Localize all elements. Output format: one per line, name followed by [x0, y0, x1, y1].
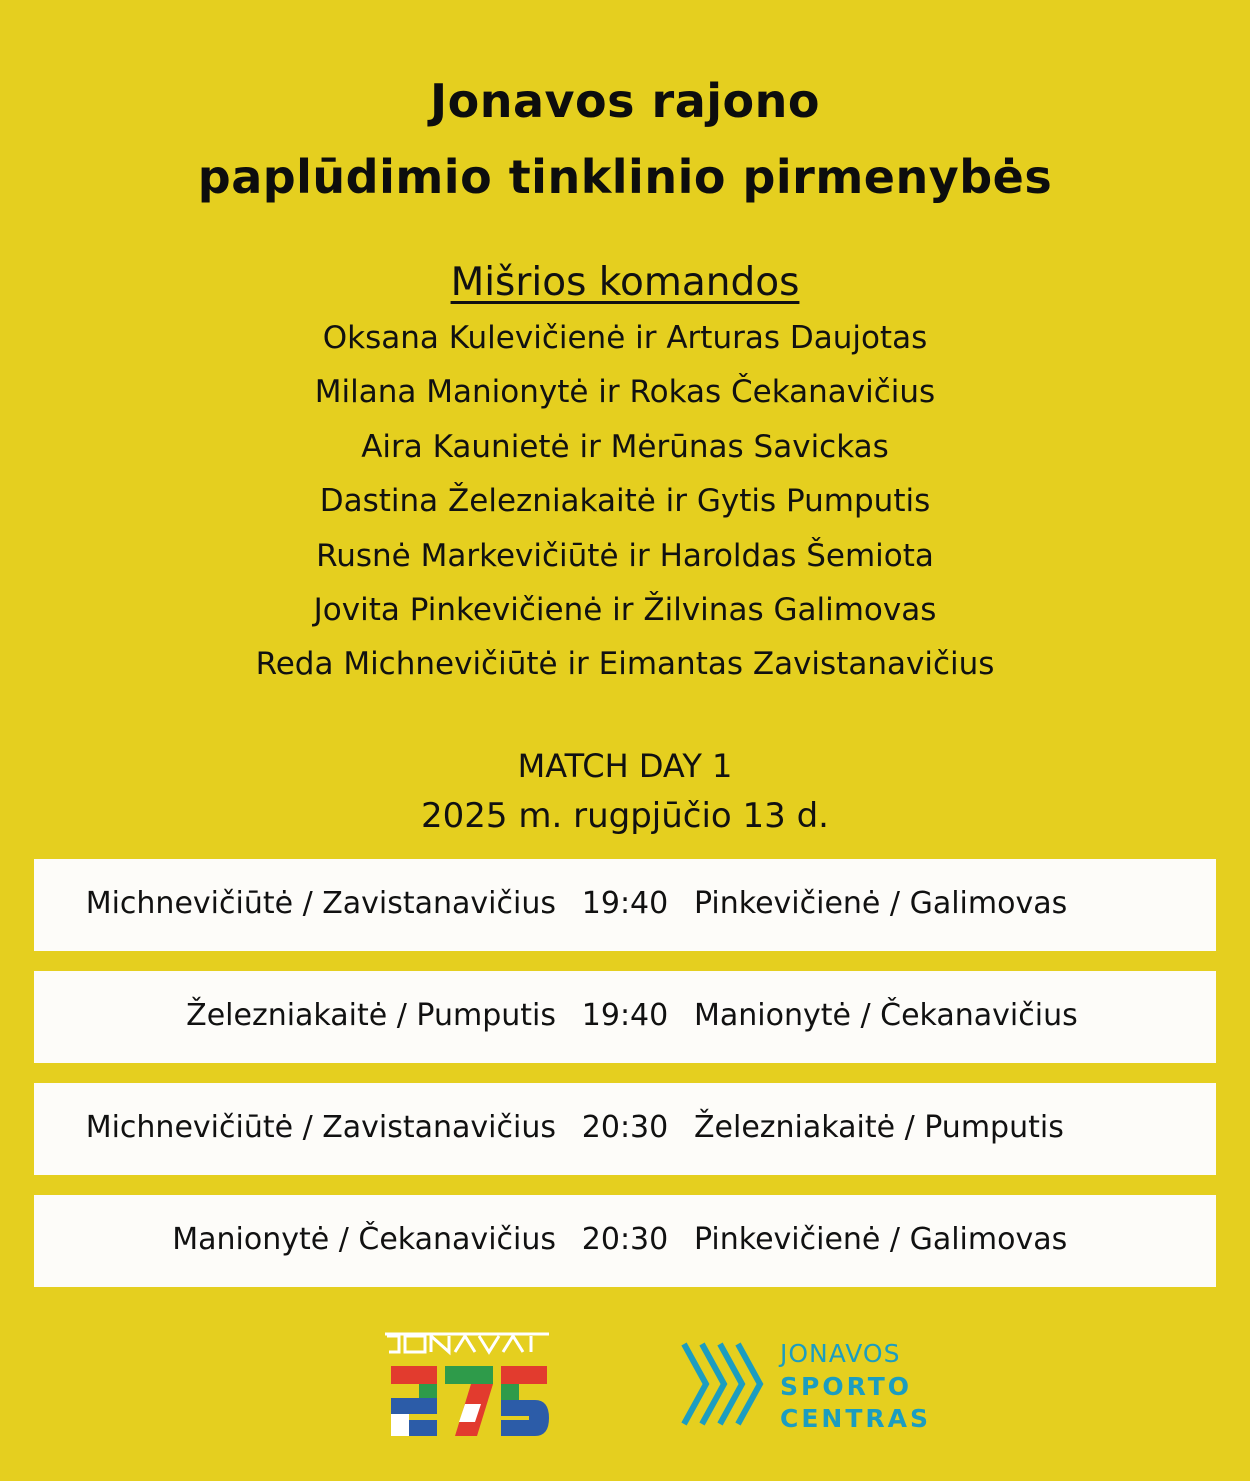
match-date: 2025 m. rugpjūčio 13 d. [421, 796, 829, 836]
team-item: Dastina Železniakaitė ir Gytis Pumputis [319, 483, 931, 520]
match-card [34, 971, 1216, 1063]
match-time: 20:30 [581, 1110, 669, 1145]
team-item: Milana Manionytė ir Rokas Čekanavičius [314, 374, 936, 411]
team-item: Rusnė Markevičiūtė ir Haroldas Šemiota [316, 537, 934, 574]
team-item: Oksana Kulevičienė ir Arturas Daujotas [322, 320, 928, 356]
team-item: Jovita Pinkevičienė ir Žilvinas Galimovas [313, 591, 937, 628]
match-home-team: Železniakaitė / Pumputis [186, 998, 556, 1033]
match-time: 19:40 [581, 886, 669, 921]
team-item: Aira Kaunietė ir Mėrūnas Savickas [361, 428, 889, 465]
match-card [34, 859, 1216, 951]
sporto-centras-logo-mark [680, 1338, 770, 1430]
match-day-label: MATCH DAY 1 [517, 747, 733, 785]
match-time: 19:40 [581, 998, 669, 1033]
match-home-team: Michnevičiūtė / Zavistanavičius [85, 886, 556, 921]
team-item: Reda Michnevičiūtė ir Eimantas Zavistanavičius [255, 646, 995, 683]
match-time: 20:30 [581, 1222, 669, 1257]
section-title: Mišrios komandos [450, 260, 800, 305]
match-away-team: Manionytė / Čekanavičius [694, 998, 1078, 1033]
team-list [0, 316, 1250, 697]
poster-title-line-1: Jonavos rajono [430, 74, 820, 128]
match-home-team: Manionytė / Čekanavičius [172, 1222, 556, 1257]
match-card [34, 1195, 1216, 1287]
match-away-team: Pinkevičienė / Galimovas [694, 1222, 1068, 1257]
sporto-centras-line-1: JONAVOS [780, 1339, 901, 1368]
match-away-team: Železniakaitė / Pumputis [694, 1110, 1064, 1145]
match-home-team: Michnevičiūtė / Zavistanavičius [85, 1110, 556, 1145]
poster-title-line-2: paplūdimio tinklinio pirmenybės [197, 150, 1053, 204]
match-away-team: Pinkevičienė / Galimovas [694, 886, 1068, 921]
sporto-centras-line-2: SPORTO [780, 1372, 913, 1401]
jonavai-275-logo [385, 1332, 553, 1438]
match-card [34, 1083, 1216, 1175]
sporto-centras-line-3: CENTRAS [780, 1404, 932, 1433]
